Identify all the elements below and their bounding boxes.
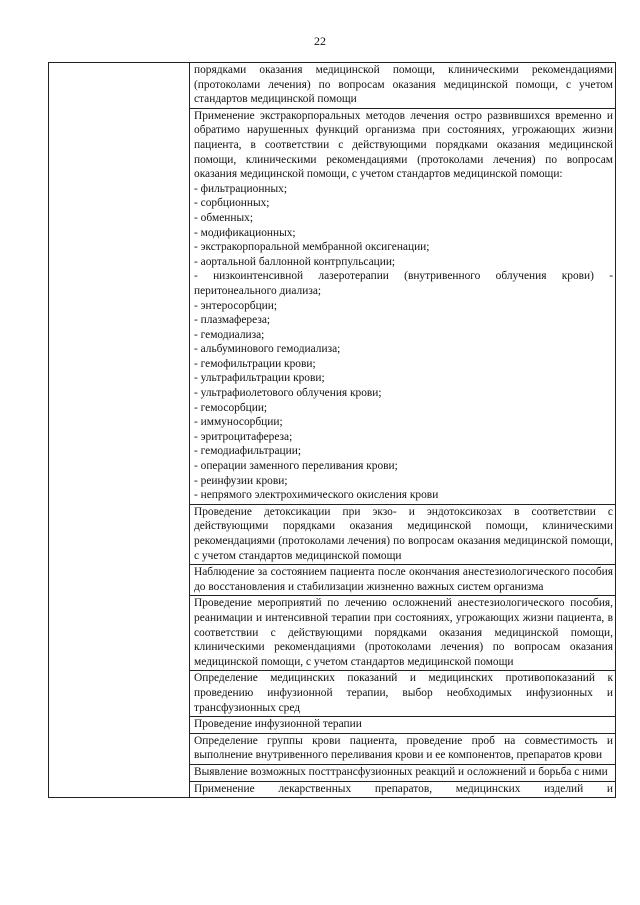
table-cell	[190, 717, 616, 734]
table-cell	[190, 108, 616, 504]
cell-text: Наблюдение за состоянием пациента после окончания анестезиологического пособия до восстановления и стабилизации жизненно важных систем организма	[194, 566, 613, 593]
left-column-cell	[49, 63, 190, 798]
table-cell	[190, 764, 616, 781]
competency-table	[48, 62, 616, 798]
cell-text: Определение медицинских показаний и медицинских противопоказаний к проведению инфузионной терапии, выбор необходимых инфузионных и трансфузионных сред	[194, 672, 613, 714]
table-row	[49, 63, 616, 109]
table-cell	[190, 63, 616, 109]
cell-text: Применение экстракорпоральных методов лечения остро развившихся временно и обратимо нарушенных функций организма при состояниях, угрожающих жизни пациента, в соответствии с действующими порядками оказания медицинской помощи, клиническими рекомендациями (протоколами лечения) по вопросам оказания медицинской помощи, с учетом стандартов медицинской помощи: - фильтрационных; - сорбционных; - обменных; - модификационных; - экстракорпоральной мембранной оксигенации; - аортальной баллонной контрпульсации; - низкоинтенсивной лазеротерапии (внутривенного облучения крови) - перитонеального диализа; - энтеросорбции; - плазмафереза; - гемодиализа; - альбуминового гемодиализа; - гемофильтрации крови; - ультрафильтрации крови; - ультрафиолетового облучения крови; - гемосорбции; - иммуносорбции; - эритроцитафереза; - гемодиафильтрации; - операции заменного переливания крови; - реинфузии крови; - непрямого электрохимического окисления крови	[194, 109, 613, 502]
cell-text: Проведение инфузионной терапии	[194, 718, 362, 731]
table-cell	[190, 504, 616, 564]
cell-text: Выявление возможных посттрансфузионных реакций и осложнений и борьба с ними	[194, 765, 608, 778]
cell-text: Проведение мероприятий по лечению осложнений анестезиологического пособия, реанимации и интенсивной терапии при состояниях, угрожающих жизни пациента, в соответствии с действующими порядками оказания медицинской помощи, клиническими рекомендациями (протоколами лечения) по вопросам оказания медицинской помощи, с учетом стандартов медицинской помощи	[194, 597, 613, 668]
cell-text: порядками оказания медицинской помощи, клиническими рекомендациями (протоколами лечения) по вопросам оказания медицинской помощи, с учетом стандартов медицинской помощи	[194, 64, 613, 106]
cell-text: Определение группы крови пациента, проведение проб на совместимость и выполнение внутривенного переливания крови и ее компонентов, препаратов крови	[194, 734, 613, 762]
table-cell	[190, 733, 616, 764]
table-cell	[190, 781, 616, 798]
table-cell	[190, 565, 616, 596]
cell-text: Проведение детоксикации при экзо- и эндотоксикозах в соответствии с действующими порядками оказания медицинской помощи, клиническими рекомендациями (протоколами лечения) по вопросам оказания медицинской помощи, с учетом стандартов медицинской помощи	[194, 505, 613, 562]
table-cell	[190, 671, 616, 717]
cell-text: Применение лекарственных препаратов, медицинских изделий и	[194, 782, 613, 795]
page-number: 22	[314, 34, 326, 48]
table-cell	[190, 596, 616, 671]
